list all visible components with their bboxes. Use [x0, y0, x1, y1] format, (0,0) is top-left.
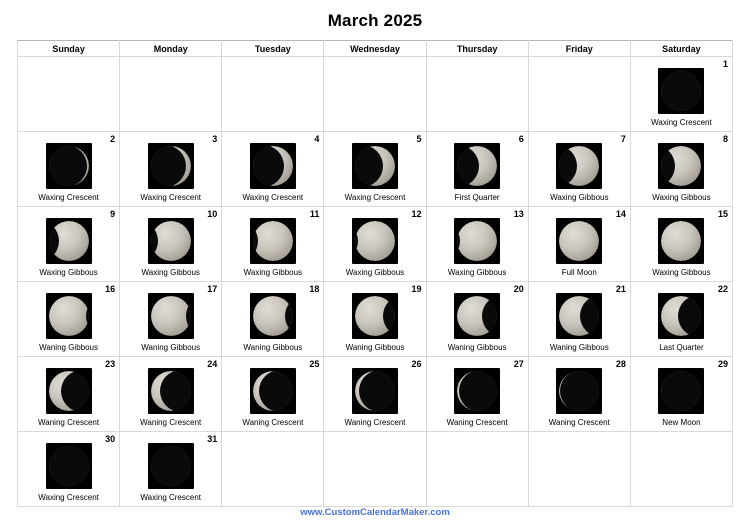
- calendar-day-cell: [426, 282, 528, 357]
- day-cell-content: [529, 207, 630, 281]
- moon-phase-label: Waning Crescent: [548, 418, 610, 427]
- day-number: 6: [518, 134, 524, 144]
- calendar-cell-empty: [18, 57, 120, 132]
- moon-phase-icon: [250, 368, 296, 414]
- moon-phase-icon: [658, 368, 704, 414]
- day-number: 18: [309, 284, 320, 294]
- calendar-week-row: [18, 432, 733, 507]
- moon-phase-label: Waxing Crescent: [242, 193, 304, 202]
- calendar-day-cell: [18, 432, 120, 507]
- moon-phase-label: Waxing Crescent: [38, 493, 99, 502]
- calendar-day-cell: [630, 207, 732, 282]
- moon-phase-label: Waxing Crescent: [651, 118, 712, 127]
- moon-phase-icon: [352, 293, 398, 339]
- day-number: 25: [309, 359, 320, 369]
- moon-phase-label: Waning Gibbous: [243, 343, 303, 352]
- calendar-cell-empty: [222, 432, 324, 507]
- calendar-table: [17, 40, 733, 507]
- day-cell-content: [529, 357, 630, 431]
- calendar-day-cell: [528, 282, 630, 357]
- moon-phase-label: Waning Crescent: [38, 418, 100, 427]
- day-number: 10: [207, 209, 218, 219]
- moon-phase-icon: [454, 218, 500, 264]
- calendar-day-cell: [120, 132, 222, 207]
- moon-phase-label: Waxing Gibbous: [39, 268, 98, 277]
- calendar-day-cell: [222, 132, 324, 207]
- calendar-day-cell: [120, 357, 222, 432]
- moon-phase-label: Waxing Crescent: [140, 193, 202, 202]
- day-number: 4: [314, 134, 320, 144]
- moon-phase-label: Waning Gibbous: [345, 343, 405, 352]
- moon-phase-label: Waxing Crescent: [38, 193, 99, 202]
- moon-phase-label: Waxing Gibbous: [652, 193, 711, 202]
- calendar-day-cell: [324, 132, 426, 207]
- moon-phase-icon: [46, 143, 92, 189]
- day-cell-content: [631, 282, 732, 356]
- calendar-day-cell: [630, 57, 732, 132]
- moon-phase-label: Waxing Gibbous: [550, 193, 609, 202]
- moon-phase-label: New Moon: [662, 418, 701, 427]
- calendar-week-row: [18, 357, 733, 432]
- footer-link[interactable]: [0, 507, 750, 518]
- moon-phase-label: Waning Gibbous: [141, 343, 201, 352]
- moon-phase-icon: [658, 143, 704, 189]
- calendar-day-cell: [18, 132, 120, 207]
- day-cell-content: [427, 132, 528, 206]
- calendar-cell-empty: [426, 432, 528, 507]
- day-number: 9: [110, 209, 116, 219]
- day-number: 31: [207, 434, 218, 444]
- moon-phase-icon: [148, 443, 194, 489]
- calendar-body: [18, 57, 733, 507]
- moon-phase-label: Waxing Gibbous: [652, 268, 711, 277]
- weekday-header-monday: Monday: [120, 41, 222, 57]
- day-cell-content: [529, 132, 630, 206]
- calendar-week-row: [18, 57, 733, 132]
- day-number: 24: [207, 359, 218, 369]
- moon-phase-label: Waning Crescent: [344, 418, 406, 427]
- day-number: 28: [615, 359, 626, 369]
- day-cell-content: [120, 432, 221, 506]
- calendar-day-cell: [528, 207, 630, 282]
- calendar-day-cell: [222, 357, 324, 432]
- moon-phase-label: Waning Crescent: [242, 418, 304, 427]
- moon-phase-icon: [658, 218, 704, 264]
- day-number: 20: [513, 284, 524, 294]
- day-cell-content: [324, 132, 425, 206]
- day-number: 19: [411, 284, 422, 294]
- moon-phase-icon: [46, 443, 92, 489]
- moon-phase-icon: [556, 293, 602, 339]
- day-cell-content: [18, 132, 119, 206]
- calendar-cell-empty: [324, 57, 426, 132]
- moon-phase-label: Waning Crescent: [140, 418, 202, 427]
- moon-phase-icon: [46, 293, 92, 339]
- calendar-day-cell: [630, 357, 732, 432]
- day-cell-content: [427, 357, 528, 431]
- day-number: 2: [110, 134, 116, 144]
- moon-phase-icon: [556, 143, 602, 189]
- moon-phase-icon: [658, 68, 704, 114]
- day-cell-content: [222, 357, 323, 431]
- weekday-header-saturday: Saturday: [630, 41, 732, 57]
- calendar-day-cell: [18, 357, 120, 432]
- day-number: 21: [615, 284, 626, 294]
- day-number: 1: [722, 59, 728, 69]
- calendar-day-cell: [426, 207, 528, 282]
- calendar-day-cell: [324, 282, 426, 357]
- moon-phase-label: Waxing Crescent: [344, 193, 406, 202]
- day-number: 16: [105, 284, 116, 294]
- calendar-day-cell: [222, 207, 324, 282]
- day-number: 23: [105, 359, 116, 369]
- day-cell-content: [324, 207, 425, 281]
- day-number: 13: [513, 209, 524, 219]
- day-cell-content: [18, 357, 119, 431]
- weekday-header-row: [18, 41, 733, 57]
- day-number: 30: [105, 434, 116, 444]
- moon-phase-icon: [556, 368, 602, 414]
- moon-phase-icon: [352, 368, 398, 414]
- moon-phase-icon: [148, 368, 194, 414]
- moon-phase-label: Waning Gibbous: [39, 343, 98, 352]
- day-cell-content: [427, 282, 528, 356]
- moon-phase-label: Waning Crescent: [446, 418, 508, 427]
- day-number: 27: [513, 359, 524, 369]
- day-cell-content: [222, 282, 323, 356]
- moon-phase-icon: [148, 218, 194, 264]
- calendar-day-cell: [120, 207, 222, 282]
- calendar-week-row: [18, 132, 733, 207]
- moon-phase-label: Waxing Gibbous: [447, 268, 507, 277]
- calendar-week-row: [18, 282, 733, 357]
- moon-phase-icon: [46, 368, 92, 414]
- day-cell-content: [120, 207, 221, 281]
- day-number: 12: [411, 209, 422, 219]
- weekday-header-wednesday: Wednesday: [324, 41, 426, 57]
- moon-phase-label: Waxing Gibbous: [345, 268, 405, 277]
- day-cell-content: [18, 207, 119, 281]
- calendar-day-cell: [324, 357, 426, 432]
- day-cell-content: [631, 357, 732, 431]
- moon-phase-icon: [454, 368, 500, 414]
- moon-phase-icon: [352, 143, 398, 189]
- day-number: 14: [615, 209, 626, 219]
- moon-phase-icon: [148, 143, 194, 189]
- moon-phase-icon: [454, 143, 500, 189]
- day-cell-content: [18, 432, 119, 506]
- calendar-day-cell: [528, 357, 630, 432]
- day-number: 5: [416, 134, 422, 144]
- weekday-header-sunday: Sunday: [18, 41, 120, 57]
- moon-phase-icon: [556, 218, 602, 264]
- day-cell-content: [324, 282, 425, 356]
- day-cell-content: [120, 282, 221, 356]
- calendar-day-cell: [120, 432, 222, 507]
- moon-phase-label: Waning Gibbous: [549, 343, 609, 352]
- moon-phase-label: First Quarter: [454, 193, 500, 202]
- day-cell-content: [324, 357, 425, 431]
- day-number: 22: [717, 284, 728, 294]
- calendar-day-cell: [630, 282, 732, 357]
- calendar-day-cell: [120, 282, 222, 357]
- calendar-cell-empty: [630, 432, 732, 507]
- day-number: 3: [212, 134, 218, 144]
- calendar-day-cell: [324, 207, 426, 282]
- weekday-header-friday: Friday: [528, 41, 630, 57]
- moon-phase-label: Waxing Gibbous: [141, 268, 200, 277]
- calendar-cell-empty: [426, 57, 528, 132]
- moon-phase-icon: [454, 293, 500, 339]
- day-cell-content: [427, 207, 528, 281]
- day-cell-content: [222, 132, 323, 206]
- calendar-day-cell: [426, 132, 528, 207]
- day-number: 17: [207, 284, 218, 294]
- calendar-cell-empty: [222, 57, 324, 132]
- moon-phase-icon: [148, 293, 194, 339]
- day-number: 26: [411, 359, 422, 369]
- calendar-cell-empty: [528, 432, 630, 507]
- weekday-header-tuesday: Tuesday: [222, 41, 324, 57]
- calendar-cell-empty: [528, 57, 630, 132]
- day-cell-content: [631, 57, 732, 131]
- calendar-day-cell: [18, 207, 120, 282]
- day-number: 7: [620, 134, 626, 144]
- day-cell-content: [120, 357, 221, 431]
- calendar-day-cell: [426, 357, 528, 432]
- moon-phase-label: Waning Gibbous: [447, 343, 507, 352]
- calendar-day-cell: [18, 282, 120, 357]
- moon-phase-label: Last Quarter: [659, 343, 704, 352]
- moon-phase-icon: [250, 143, 296, 189]
- calendar-cell-empty: [324, 432, 426, 507]
- weekday-header-thursday: Thursday: [426, 41, 528, 57]
- moon-phase-icon: [352, 218, 398, 264]
- moon-phase-icon: [250, 218, 296, 264]
- calendar-day-cell: [630, 132, 732, 207]
- day-cell-content: [631, 207, 732, 281]
- page-title: March 2025: [327, 11, 423, 30]
- day-cell-content: [120, 132, 221, 206]
- day-number: 15: [717, 209, 728, 219]
- calendar-cell-empty: [120, 57, 222, 132]
- day-number: 8: [722, 134, 728, 144]
- footer-url[interactable]: www.CustomCalendarMaker.com: [300, 507, 450, 518]
- moon-phase-label: Waxing Gibbous: [243, 268, 303, 277]
- moon-phase-label: Full Moon: [561, 268, 597, 277]
- day-cell-content: [18, 282, 119, 356]
- moon-phase-icon: [250, 293, 296, 339]
- day-cell-content: [631, 132, 732, 206]
- calendar-day-cell: [222, 282, 324, 357]
- day-cell-content: [222, 207, 323, 281]
- day-cell-content: [529, 282, 630, 356]
- day-number: 29: [717, 359, 728, 369]
- moon-phase-label: Waxing Crescent: [140, 493, 202, 502]
- calendar-week-row: [18, 207, 733, 282]
- moon-phase-icon: [658, 293, 704, 339]
- calendar-day-cell: [528, 132, 630, 207]
- moon-phase-icon: [46, 218, 92, 264]
- day-number: 11: [309, 209, 320, 219]
